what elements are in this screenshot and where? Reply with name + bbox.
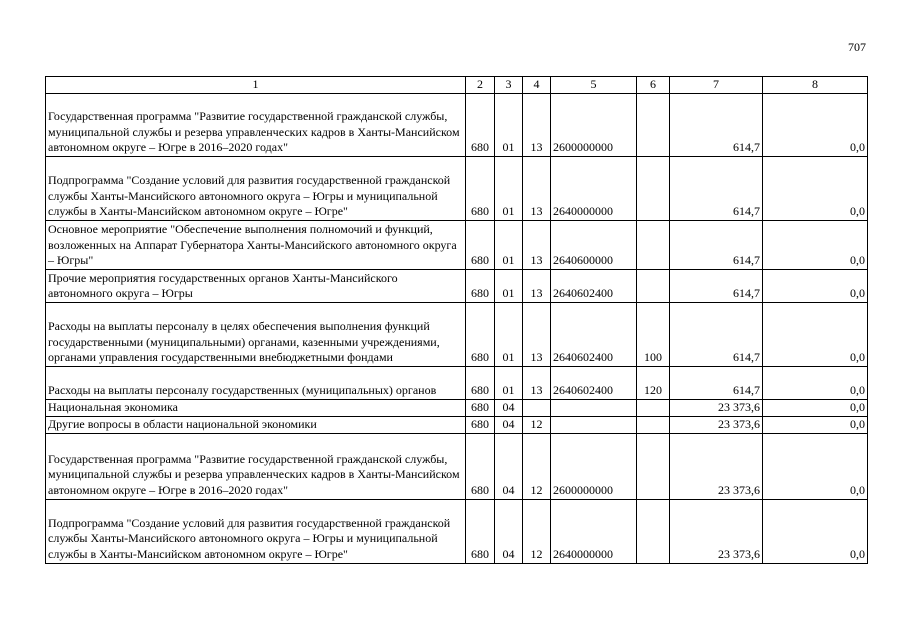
column-header-5: 5 (551, 77, 637, 94)
table-row (46, 270, 868, 303)
cell-col8: 0,0 (763, 221, 868, 270)
cell-col8: 0,0 (763, 417, 868, 434)
cell-col2: 680 (466, 270, 495, 303)
cell-col2: 680 (466, 157, 495, 221)
cell-col6 (637, 400, 670, 417)
cell-col4: 12 (523, 499, 551, 563)
cell-col5: 2640602400 (551, 303, 637, 367)
cell-col3: 04 (495, 433, 523, 499)
cell-col2: 680 (466, 400, 495, 417)
cell-col6 (637, 499, 670, 563)
table-row (46, 94, 868, 157)
cell-col7: 614,7 (670, 367, 763, 400)
cell-col6 (637, 433, 670, 499)
cell-col3: 01 (495, 303, 523, 367)
cell-col8: 0,0 (763, 270, 868, 303)
row-name: Государственная программа "Развитие государственной гражданской службы, муниципальной службы и резерва управленческих кадров в Ханты-Мансийском автономном округе – Югре в 2016–2020 годах" (46, 94, 466, 157)
cell-col4: 13 (523, 94, 551, 157)
cell-col4 (523, 400, 551, 417)
cell-col6 (637, 417, 670, 434)
cell-col7: 23 373,6 (670, 417, 763, 434)
cell-col5 (551, 417, 637, 434)
cell-col5: 2640602400 (551, 270, 637, 303)
cell-col5: 2600000000 (551, 433, 637, 499)
cell-col6 (637, 94, 670, 157)
cell-col5: 2600000000 (551, 94, 637, 157)
cell-col2: 680 (466, 417, 495, 434)
table-row (46, 221, 868, 270)
table-row (46, 400, 868, 417)
cell-col2: 680 (466, 303, 495, 367)
cell-col3: 01 (495, 221, 523, 270)
page-number: 707 (848, 40, 866, 54)
cell-col6 (637, 221, 670, 270)
cell-col3: 04 (495, 499, 523, 563)
row-name: Расходы на выплаты персоналу в целях обеспечения выполнения функций государственными (муниципальными) органами, казенными учреждениями, органами управления государственными внебюджетными фондами (46, 303, 466, 367)
cell-col7: 23 373,6 (670, 499, 763, 563)
cell-col4: 13 (523, 157, 551, 221)
row-name: Основное мероприятие "Обеспечение выполнения полномочий и функций, возложенных на Аппарат Губернатора Ханты-Мансийского автономного округа – Югры" (46, 221, 466, 270)
cell-col3: 01 (495, 157, 523, 221)
row-name: Государственная программа "Развитие государственной гражданской службы, муниципальной службы и резерва управленческих кадров в Ханты-Мансийском автономном округе – Югре в 2016–2020 годах" (46, 433, 466, 499)
row-name: Подпрограмма "Создание условий для развития государственной гражданской службы Ханты-Мансийского автономного округа – Югры и муниципальной службы в Ханты-Мансийском автономном округе – Югре" (46, 499, 466, 563)
row-name: Подпрограмма "Создание условий для развития государственной гражданской службы Ханты-Мансийского автономного округа – Югры и муниципальной службы в Ханты-Мансийском автономном округе – Югре" (46, 157, 466, 221)
cell-col7: 614,7 (670, 94, 763, 157)
table-row (46, 157, 868, 221)
column-header-8: 8 (763, 77, 868, 94)
cell-col7: 614,7 (670, 303, 763, 367)
cell-col5: 2640600000 (551, 221, 637, 270)
cell-col8: 0,0 (763, 400, 868, 417)
cell-col7: 614,7 (670, 270, 763, 303)
cell-col5: 2640000000 (551, 499, 637, 563)
cell-col8: 0,0 (763, 433, 868, 499)
table-row (46, 417, 868, 434)
cell-col4: 13 (523, 221, 551, 270)
cell-col4: 13 (523, 367, 551, 400)
cell-col7: 23 373,6 (670, 400, 763, 417)
cell-col2: 680 (466, 433, 495, 499)
row-name: Расходы на выплаты персоналу государственных (муниципальных) органов (46, 367, 466, 400)
cell-col7: 23 373,6 (670, 433, 763, 499)
cell-col4: 12 (523, 433, 551, 499)
table-row (46, 499, 868, 563)
cell-col6: 100 (637, 303, 670, 367)
cell-col8: 0,0 (763, 499, 868, 563)
cell-col4: 13 (523, 303, 551, 367)
cell-col3: 01 (495, 94, 523, 157)
cell-col6 (637, 270, 670, 303)
header-row (46, 77, 868, 94)
column-header-3: 3 (495, 77, 523, 94)
budget-table (45, 76, 868, 564)
cell-col4: 12 (523, 417, 551, 434)
cell-col2: 680 (466, 94, 495, 157)
cell-col2: 680 (466, 221, 495, 270)
table-row (46, 303, 868, 367)
cell-col4: 13 (523, 270, 551, 303)
cell-col8: 0,0 (763, 94, 868, 157)
row-name: Другие вопросы в области национальной экономики (46, 417, 466, 434)
column-header-2: 2 (466, 77, 495, 94)
cell-col3: 01 (495, 367, 523, 400)
table-row (46, 433, 868, 499)
cell-col5: 2640000000 (551, 157, 637, 221)
cell-col3: 04 (495, 417, 523, 434)
cell-col7: 614,7 (670, 221, 763, 270)
cell-col8: 0,0 (763, 157, 868, 221)
cell-col5: 2640602400 (551, 367, 637, 400)
cell-col2: 680 (466, 367, 495, 400)
column-header-6: 6 (637, 77, 670, 94)
cell-col8: 0,0 (763, 303, 868, 367)
cell-col6: 120 (637, 367, 670, 400)
cell-col6 (637, 157, 670, 221)
row-name: Прочие мероприятия государственных органов Ханты-Мансийского автономного округа – Югры (46, 270, 466, 303)
cell-col3: 01 (495, 270, 523, 303)
column-header-7: 7 (670, 77, 763, 94)
cell-col7: 614,7 (670, 157, 763, 221)
cell-col8: 0,0 (763, 367, 868, 400)
table-row (46, 367, 868, 400)
cell-col3: 04 (495, 400, 523, 417)
row-name: Национальная экономика (46, 400, 466, 417)
column-header-1: 1 (46, 77, 466, 94)
column-header-4: 4 (523, 77, 551, 94)
cell-col5 (551, 400, 637, 417)
cell-col2: 680 (466, 499, 495, 563)
